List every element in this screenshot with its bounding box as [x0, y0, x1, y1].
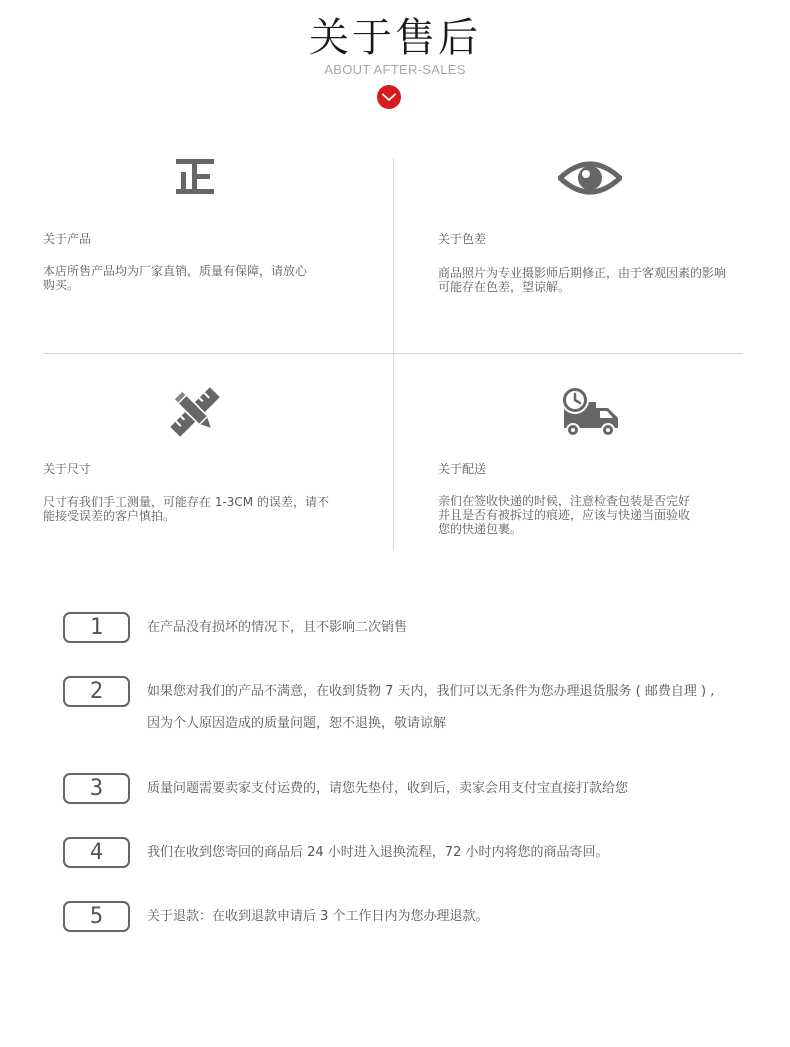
delivery-truck-clock-icon	[560, 386, 620, 438]
feature-description: 本店所售产品均为厂家直销，质量有保障，请放心 购买。	[43, 264, 308, 292]
grid-divider-vertical	[393, 158, 394, 551]
feature-title: 关于产品	[43, 232, 92, 246]
step-text: 在产品没有损坏的情况下，且不影响二次销售	[147, 620, 408, 635]
step-text: 质量问题需要卖家支付运费的，请您先垫付，收到后，卖家会用支付宝直接打款给您	[147, 781, 629, 796]
zheng-icon	[174, 156, 216, 198]
feature-title: 关于配送	[438, 462, 487, 476]
eye-icon	[558, 156, 622, 200]
page-subtitle: ABOUT AFTER-SALES	[324, 62, 466, 77]
feature-description: 商品照片为专业摄影师后期修正，由于客观因素的影响 可能存在色差，望谅解。	[438, 266, 727, 294]
step-number-badge: 3	[63, 773, 130, 804]
feature-title: 关于尺寸	[43, 462, 92, 476]
step-text: 关于退款：在收到退款申请后 3 个工作日内为您办理退款。	[147, 909, 489, 924]
chevron-down-icon[interactable]	[377, 85, 401, 109]
step-number-badge: 1	[63, 612, 130, 643]
step-number-badge: 2	[63, 676, 130, 707]
pencil-ruler-icon	[169, 386, 221, 438]
step-text: 我们在收到您寄回的商品后 24 小时进入退换流程，72 小时内将您的商品寄回。	[147, 845, 609, 860]
step-number-badge: 5	[63, 901, 130, 932]
feature-title: 关于色差	[438, 232, 487, 246]
step-number-badge: 4	[63, 837, 130, 868]
step-text: 因为个人原因造成的质量问题，恕不退换，敬请谅解	[147, 716, 447, 731]
page-title: 关于售后	[309, 15, 481, 61]
grid-divider-horizontal	[43, 353, 743, 354]
feature-description: 亲们在签收快递的时候，注意检查包装是否完好 并且是否有被拆过的痕迹，应该与快递当面验收 您的快递包裹。	[438, 494, 691, 536]
feature-description: 尺寸有我们手工测量，可能存在 1-3CM 的误差，请不 能接受误差的客户慎拍。	[43, 495, 329, 523]
step-text: 如果您对我们的产品不满意，在收到货物 7 天内，我们可以无条件为您办理退货服务 ( 邮费自理 ) ,	[147, 684, 715, 699]
